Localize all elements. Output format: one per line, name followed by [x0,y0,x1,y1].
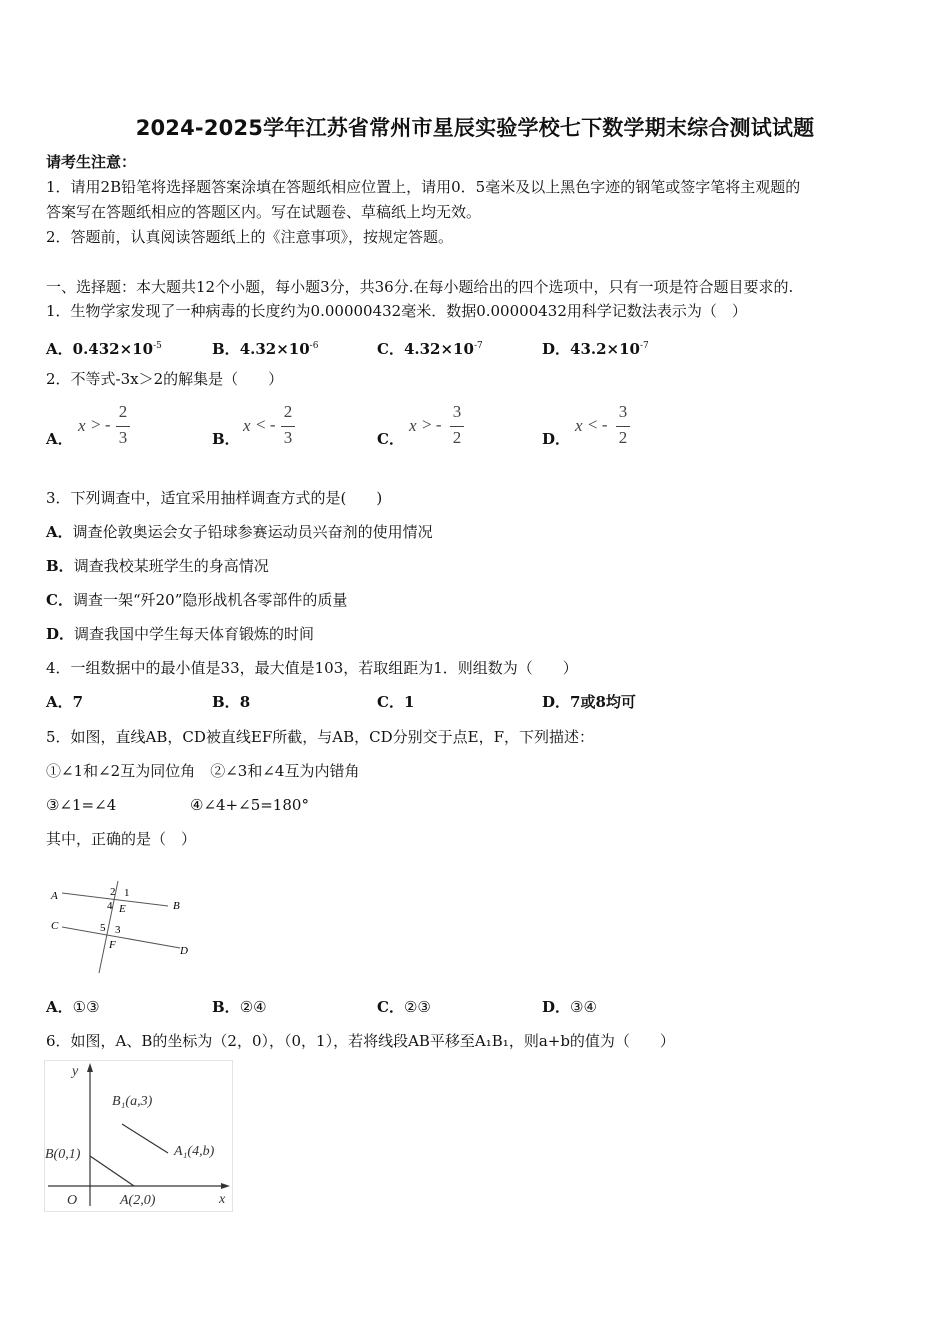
relation: < - [256,415,276,434]
option-label: A． [46,998,73,1016]
q1-option-c[interactable] [377,336,483,359]
label-d: D [180,945,188,957]
label-b: B [173,900,180,912]
fraction-bar [281,426,295,427]
fraction-bar [616,426,630,427]
notice-heading: 请考生注意： [46,153,137,171]
option-value: 4.32×10 [239,340,310,358]
option-exponent: -7 [640,341,649,351]
option-value: 4.32×10 [403,340,474,358]
q4-stem: 4．一组数据中的最小值是33，最大值是103，若取组距为1．则组数为（ ） [46,659,578,677]
figure-frame [45,1061,233,1212]
option-label: D． [46,625,75,643]
option-label: B． [212,340,240,358]
fraction-bar [450,426,464,427]
q4-option-b[interactable] [212,692,250,712]
q2-option-a-expression [78,402,138,452]
label-a: A [51,890,58,902]
option-label: B． [46,557,74,575]
option-text: 1 [403,693,415,711]
option-label: B． [212,998,240,1016]
q3-option-c[interactable] [46,590,347,610]
relation: > - [91,415,111,434]
q5-statement-3: ③∠1=∠4 [46,796,117,814]
q2-option-d-expression [575,402,635,452]
option-label: C． [46,591,73,609]
q5-option-d[interactable] [542,997,597,1017]
denominator: 3 [283,428,293,447]
option-text: 调查我国中学生每天体育锻炼的时间 [74,625,315,643]
option-text: ①③ [72,998,100,1016]
option-value: 0.432×10 [72,340,154,358]
q4-option-d[interactable] [542,692,636,712]
option-value: 43.2×10 [570,340,640,358]
option-label: B． [212,693,240,711]
q2-option-c-expression [409,402,469,452]
q5-stem: 5．如图，直线AB，CD被直线EF所截，与AB，CD分别交于点E，F，下列描述： [46,728,594,746]
variable: x [575,416,583,435]
y-axis-label: y [72,1064,79,1079]
denominator: 2 [618,428,628,447]
q3-option-d[interactable] [46,624,314,644]
q1-option-d[interactable] [542,336,649,359]
option-label: D． [542,998,571,1016]
option-label: A． [46,523,73,541]
option-label: D． [542,693,571,711]
point-a-label: A(2,0) [120,1193,156,1208]
q5-statements-1-2: ①∠1和∠2互为同位角 ②∠3和∠4互为内错角 [46,762,360,780]
numerator: 2 [283,402,293,421]
q5-figure [46,878,196,978]
denominator: 2 [452,428,462,447]
option-text: ②④ [239,998,267,1016]
x-axis-label: x [219,1192,226,1207]
numerator: 3 [452,402,462,421]
line-cd [62,927,180,948]
fraction-bar [116,426,130,427]
q2-stem: 2．不等式-3x＞2的解集是（ ） [46,370,284,388]
numerator: 2 [118,402,128,421]
notice-line-1b: 答案写在答题纸相应的答题区内。写在试题卷、草稿纸上均无效。 [46,203,482,221]
option-text: 8 [239,693,251,711]
point-b-label: B(0,1) [45,1147,81,1162]
relation: < - [588,415,608,434]
q5-ask: 其中，正确的是（ ） [46,830,197,848]
angle-4: 4 [107,900,113,912]
option-label: C． [377,340,404,358]
q3-option-a[interactable] [46,522,433,542]
q2-option-d-label[interactable]: D． [542,430,571,448]
label-f: F [109,939,116,951]
option-exponent: -7 [473,341,483,351]
numerator: 3 [618,402,628,421]
angle-1: 1 [124,887,130,899]
variable: x [409,416,417,435]
segment-ab [90,1156,134,1186]
angle-5: 5 [100,922,106,934]
section-heading: 一、选择题：本大题共12个小题，每小题3分，共36分.在每小题给出的四个选项中，只有一项是符合题目要求的. [46,278,794,296]
q2-option-b-label[interactable]: B． [212,430,240,448]
q2-option-a-label[interactable]: A． [46,430,73,448]
option-label: A． [46,340,73,358]
option-text: 调查我校某班学生的身高情况 [73,557,269,575]
point-a1-label: A₁(4,b) [174,1144,215,1159]
q1-stem: 1．生物学家发现了一种病毒的长度约为0.00000432毫米．数据0.00000432用科学记数法表示为（ ） [46,302,747,320]
x-axis-arrow [221,1183,230,1189]
q5-option-b[interactable] [212,997,267,1017]
denominator: 3 [118,428,128,447]
q2-option-c-label[interactable]: C． [377,430,404,448]
option-text: 调查伦敦奥运会女子铅球参赛运动员兴奋剂的使用情况 [72,523,433,541]
option-text: ③④ [570,998,597,1016]
point-b1-label: B₁(a,3) [112,1094,153,1109]
option-exponent: -5 [153,341,162,351]
option-text: 7或8均可 [570,693,636,711]
option-label: D． [542,340,571,358]
angle-3: 3 [115,924,121,936]
notice-line-1: 1．请用2B铅笔将选择题答案涂填在答题纸相应位置上，请用0．5毫米及以上黑色字迹的钢笔或签字笔将主观题的 [46,178,801,196]
variable: x [243,416,251,435]
q6-stem: 6．如图，A、B的坐标为（2，0），（0，1），若将线段AB平移至A₁B₁，则a+b的值为（ ） [46,1032,675,1050]
q6-figure [44,1060,234,1212]
option-text: ②③ [403,998,431,1016]
origin-label: O [67,1193,78,1208]
option-label: C． [377,998,404,1016]
q2-option-b-expression [243,402,303,452]
q4-option-a[interactable] [46,692,83,712]
option-text: 调查一架“歼20”隐形战机各零部件的质量 [72,591,348,609]
q3-stem: 3．下列调查中，适宜采用抽样调查方式的是( ) [46,489,383,507]
relation: > - [422,415,442,434]
label-c: C [51,920,59,932]
option-text: 7 [72,693,84,711]
q1-option-a[interactable] [46,336,162,359]
page-title: 2024-2025学年江苏省常州市星辰实验学校七下数学期末综合测试试题 [135,116,815,140]
q5-statement-4: ④∠4+∠5=180° [190,796,309,814]
q4-option-c[interactable] [377,692,414,712]
angle-2: 2 [110,886,116,898]
option-label: C． [377,693,404,711]
q3-option-b[interactable] [46,556,269,576]
label-e: E [119,903,126,915]
option-exponent: -6 [309,341,319,351]
q1-option-b[interactable] [212,336,318,359]
notice-line-2: 2．答题前，认真阅读答题纸上的《注意事项》，按规定答题。 [46,228,454,246]
segment-a1b1 [122,1124,168,1153]
q5-option-a[interactable] [46,997,100,1017]
q5-option-c[interactable] [377,997,431,1017]
option-label: A． [46,693,73,711]
variable: x [78,416,86,435]
y-axis-arrow [87,1063,93,1072]
